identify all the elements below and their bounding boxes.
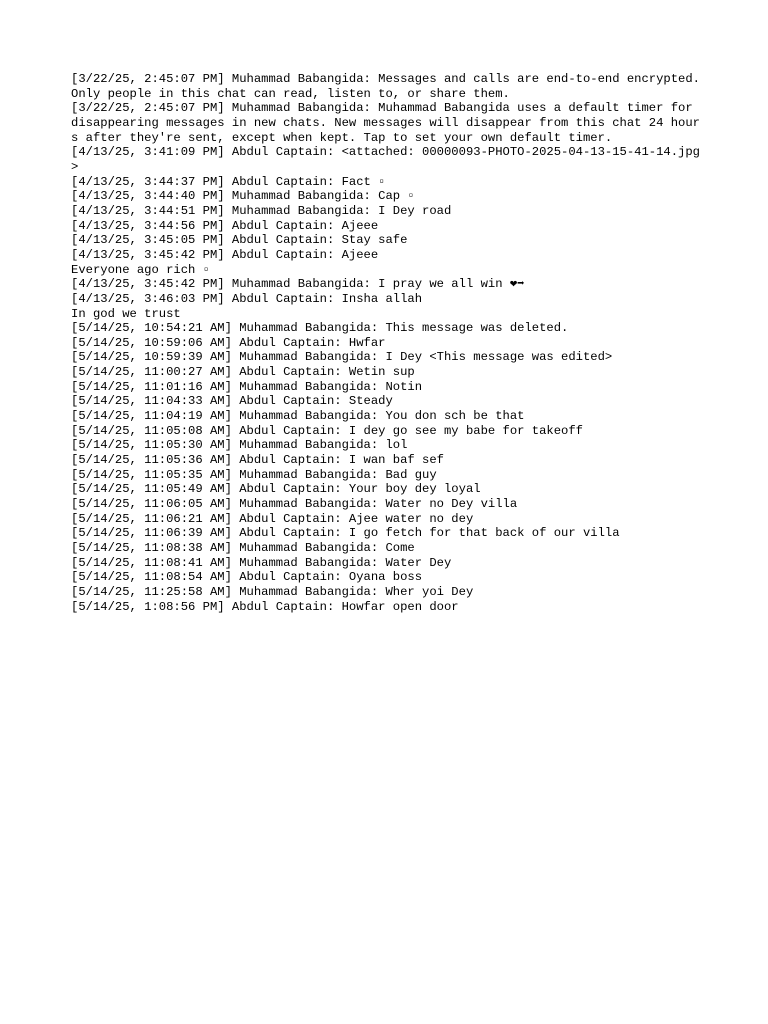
transcript-line: [4/13/25, 3:44:37 PM] Abdul Captain: Fact ▫	[71, 174, 386, 189]
transcript-line: [5/14/25, 10:59:06 AM] Abdul Captain: Hwfar	[71, 335, 386, 350]
transcript-line: In god we trust	[71, 306, 181, 321]
transcript-line: [5/14/25, 11:06:39 AM] Abdul Captain: I go fetch for that back of our villa	[71, 526, 620, 541]
transcript-line: [5/14/25, 11:05:35 AM] Muhammad Babangida: Bad guy	[71, 467, 437, 482]
transcript-line: [5/14/25, 1:08:56 PM] Abdul Captain: Howfar open door	[71, 599, 459, 614]
transcript-line: [5/14/25, 11:05:08 AM] Abdul Captain: I dey go see my babe for takeoff	[71, 423, 583, 438]
transcript-line: [5/14/25, 11:00:27 AM] Abdul Captain: Wetin sup	[71, 365, 415, 380]
transcript-line: [5/14/25, 10:54:21 AM] Muhammad Babangida: This message was deleted.	[71, 321, 569, 336]
transcript-line: [4/13/25, 3:45:05 PM] Abdul Captain: Stay safe	[71, 233, 408, 248]
transcript-line: [4/13/25, 3:44:40 PM] Muhammad Babangida: Cap ▫	[71, 189, 415, 204]
transcript-line: [5/14/25, 11:08:54 AM] Abdul Captain: Oyana boss	[71, 570, 423, 585]
transcript-line: [3/22/25, 2:45:07 PM] Muhammad Babangida: Messages and calls are end-to-end encrypted. Only people in this chat can read, listen to, or share them.	[71, 72, 708, 101]
transcript-line: [4/13/25, 3:45:42 PM] Muhammad Babangida: I pray we all win ❤➡	[71, 277, 525, 292]
transcript-line: [5/14/25, 11:08:38 AM] Muhammad Babangida: Come	[71, 541, 415, 555]
transcript-line: [3/22/25, 2:45:07 PM] Muhammad Babangida: Muhammad Babangida uses a default timer for disappearing messages in new chats. New messages will disappear from this chat 24 hours after they're sent, except when kept. Tap to set your own default timer.	[71, 101, 700, 145]
transcript-line: [5/14/25, 11:08:41 AM] Muhammad Babangida: Water Dey	[71, 555, 452, 570]
transcript-line: [5/14/25, 10:59:39 AM] Muhammad Babangida: I Dey <This message was edited>	[71, 350, 613, 365]
transcript-line: [4/13/25, 3:46:03 PM] Abdul Captain: Insha allah	[71, 291, 423, 306]
transcript-line: [5/14/25, 11:04:19 AM] Muhammad Babangida: You don sch be that	[71, 409, 525, 424]
transcript-line: [4/13/25, 3:44:51 PM] Muhammad Babangida: I Dey road	[71, 203, 452, 218]
transcript-line: [5/14/25, 11:25:58 AM] Muhammad Babangida: Wher yoi Dey	[71, 584, 474, 599]
transcript-line: [5/14/25, 11:04:33 AM] Abdul Captain: Steady	[71, 394, 393, 409]
transcript-line: [4/13/25, 3:45:42 PM] Abdul Captain: Ajeee	[71, 247, 379, 262]
chat-transcript	[71, 72, 708, 614]
transcript-line: [5/14/25, 11:05:36 AM] Abdul Captain: I wan baf sef	[71, 453, 444, 468]
transcript-line: [5/14/25, 11:01:16 AM] Muhammad Babangida: Notin	[71, 379, 423, 394]
transcript-line: Everyone ago rich ▫	[71, 262, 210, 277]
transcript-line: [5/14/25, 11:06:21 AM] Abdul Captain: Ajee water no dey	[71, 511, 474, 526]
transcript-line: [5/14/25, 11:05:49 AM] Abdul Captain: Your boy dey loyal	[71, 482, 481, 497]
transcript-line: [5/14/25, 11:06:05 AM] Muhammad Babangida: Water no Dey villa	[71, 497, 518, 512]
transcript-line: [4/13/25, 3:44:56 PM] Abdul Captain: Ajeee	[71, 218, 379, 233]
transcript-line: [4/13/25, 3:41:09 PM] Abdul Captain: <attached: 00000093-PHOTO-2025-04-13-15-41-14.jpg>	[71, 145, 700, 174]
transcript-line: [5/14/25, 11:05:30 AM] Muhammad Babangida: lol	[71, 438, 408, 453]
